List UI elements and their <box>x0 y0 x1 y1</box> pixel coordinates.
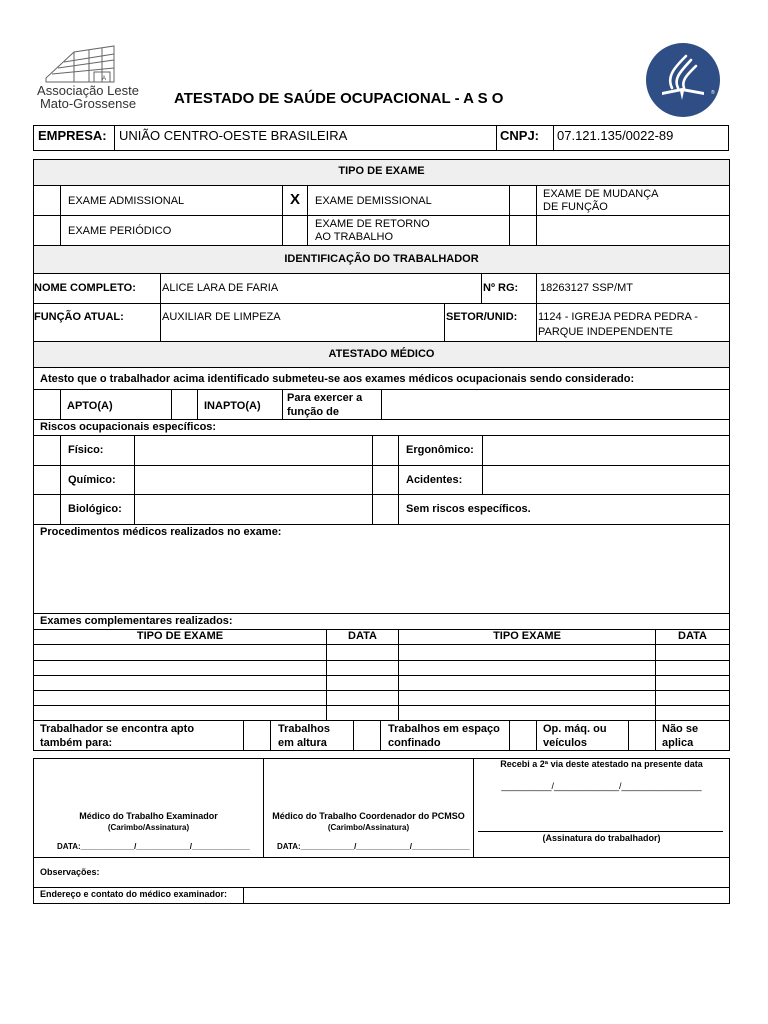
fisico-label: Físico: <box>68 444 104 456</box>
exam-periodico-label: EXAME PERIÓDICO <box>68 225 172 237</box>
funcao-label: FUNÇÃO ATUAL: <box>34 311 124 323</box>
medical-statement: Atesto que o trabalhador acima identificado submeteu-se aos exames médicos ocupacionais sendo considerado: <box>40 373 635 385</box>
logo-line-1: Associação Leste <box>37 83 139 98</box>
quimico-label: Químico: <box>68 474 116 486</box>
building-logo-icon <box>34 38 142 86</box>
cnpj-label: CNPJ: <box>500 128 540 143</box>
medico-coordenador-label: Médico do Trabalho Coordenador do PCMSO <box>272 811 465 821</box>
assinatura-line <box>478 831 723 832</box>
observacoes-field[interactable] <box>120 858 728 887</box>
altura-label-2: em altura <box>278 737 327 749</box>
checkbox-apto[interactable] <box>34 390 60 419</box>
recebi-date-field[interactable]: __________/_____________/________________ <box>501 781 702 791</box>
empresa-value: UNIÃO CENTRO-OESTE BRASILEIRA <box>119 128 348 143</box>
nome-value[interactable]: ALICE LARA DE FARIA <box>162 282 279 294</box>
church-seal <box>642 42 724 118</box>
funcao-value[interactable]: AUXILIAR DE LIMPEZA <box>162 311 281 323</box>
company-logo <box>34 38 142 112</box>
checkbox-altura[interactable] <box>244 721 270 750</box>
recebi-label: Recebi a 2ª via deste atestado na presente data <box>500 759 703 769</box>
apto-tambem-label-2: também para: <box>40 737 113 749</box>
inapto-label: INAPTO(A) <box>204 400 261 412</box>
checkbox-inapto[interactable] <box>172 390 197 419</box>
exam-admissional-label: EXAME ADMISSIONAL <box>68 195 185 207</box>
exam-retorno-label-2: AO TRABALHO <box>315 231 394 243</box>
carimbo-examinador: (Carimbo/Assinatura) <box>107 823 190 832</box>
logo-line-2: Mato-Grossense <box>39 96 137 111</box>
exam-mudanca-label-2: DE FUNÇÃO <box>543 201 608 213</box>
exam-type-header: TIPO DE EXAME <box>338 165 425 177</box>
apto-label: APTO(A) <box>67 400 113 412</box>
nao-aplica-label-1: Não se <box>662 723 699 735</box>
maquinas-label-1: Op. máq. ou <box>543 723 607 735</box>
setor-label: SETOR/UNID: <box>446 311 518 323</box>
checkbox-demissional[interactable]: X <box>289 191 300 208</box>
assinatura-trabalhador-label: (Assinatura do trabalhador) <box>542 833 661 843</box>
ergonomico-label: Ergonômico: <box>406 444 474 456</box>
funcao-exercer-field[interactable] <box>382 390 729 419</box>
empresa-label: EMPRESA: <box>38 128 107 143</box>
data-examinador[interactable]: DATA:____________/____________/_____________ <box>57 842 250 851</box>
col-data-2: DATA <box>678 630 707 642</box>
nome-label: NOME COMPLETO: <box>34 282 136 294</box>
endereco-field[interactable] <box>244 888 729 903</box>
checkbox-maquinas[interactable] <box>510 721 536 750</box>
carimbo-coordenador: (Carimbo/Assinatura) <box>327 823 410 832</box>
observacoes-label: Observações: <box>40 867 100 877</box>
col-tipo-exame-2: TIPO EXAME <box>493 630 561 642</box>
confinado-label-1: Trabalhos em espaço <box>388 723 500 735</box>
sem-riscos-label: Sem riscos específicos. <box>406 503 531 515</box>
page-title: ATESTADO DE SAÚDE OCUPACIONAL - A S O <box>174 90 504 107</box>
exercer-label-2: função de <box>287 406 339 418</box>
col-data-1: DATA <box>348 630 377 642</box>
complementares-title: Exames complementares realizados: <box>40 615 233 627</box>
checkbox-mudanca[interactable] <box>510 186 536 215</box>
medical-header: ATESTADO MÉDICO <box>328 348 435 360</box>
checkbox-periodico[interactable] <box>34 216 60 245</box>
procedimentos-field[interactable] <box>34 540 729 613</box>
medico-examinador-label: Médico do Trabalho Examinador <box>79 811 218 821</box>
setor-value-2[interactable]: PARQUE INDEPENDENTE <box>538 326 673 338</box>
col-tipo-exame: TIPO DE EXAME <box>136 630 224 642</box>
apto-tambem-label-1: Trabalhador se encontra apto <box>40 723 195 735</box>
riscos-title: Riscos ocupacionais específicos: <box>40 421 217 433</box>
acidentes-label: Acidentes: <box>406 474 463 486</box>
rg-value[interactable]: 18263127 SSP/MT <box>540 282 633 294</box>
exam-demissional-label: EXAME DEMISSIONAL <box>315 195 432 207</box>
exercer-label-1: Para exercer a <box>287 392 363 404</box>
cnpj-value: 07.121.135/0022-89 <box>557 128 674 143</box>
setor-value-1[interactable]: 1124 - IGREJA PEDRA PEDRA - <box>538 311 698 323</box>
data-coordenador[interactable]: DATA:____________/____________/_____________ <box>277 842 470 851</box>
checkbox-retorno[interactable] <box>283 216 307 245</box>
svg-text:®: ® <box>711 90 715 96</box>
worker-id-header: IDENTIFICAÇÃO DO TRABALHADOR <box>284 253 479 265</box>
checkbox-nao-aplica[interactable] <box>629 721 655 750</box>
altura-label-1: Trabalhos <box>278 723 330 735</box>
biologico-label: Biológico: <box>68 503 122 515</box>
nao-aplica-label-2: aplica <box>662 737 694 749</box>
confinado-label-2: confinado <box>388 737 441 749</box>
exam-mudanca-label-1: EXAME DE MUDANÇA <box>543 188 659 200</box>
checkbox-admissional[interactable] <box>34 186 60 215</box>
maquinas-label-2: veículos <box>543 737 588 749</box>
endereco-label: Endereço e contato do médico examinador: <box>40 889 228 899</box>
procedimentos-title: Procedimentos médicos realizados no exame: <box>40 526 282 538</box>
svg-text:A: A <box>102 76 107 82</box>
adventist-flame-bible-icon <box>642 42 724 118</box>
checkbox-confinado[interactable] <box>354 721 380 750</box>
rg-label: Nº RG: <box>483 282 519 294</box>
exam-retorno-label-1: EXAME DE RETORNO <box>315 218 430 230</box>
